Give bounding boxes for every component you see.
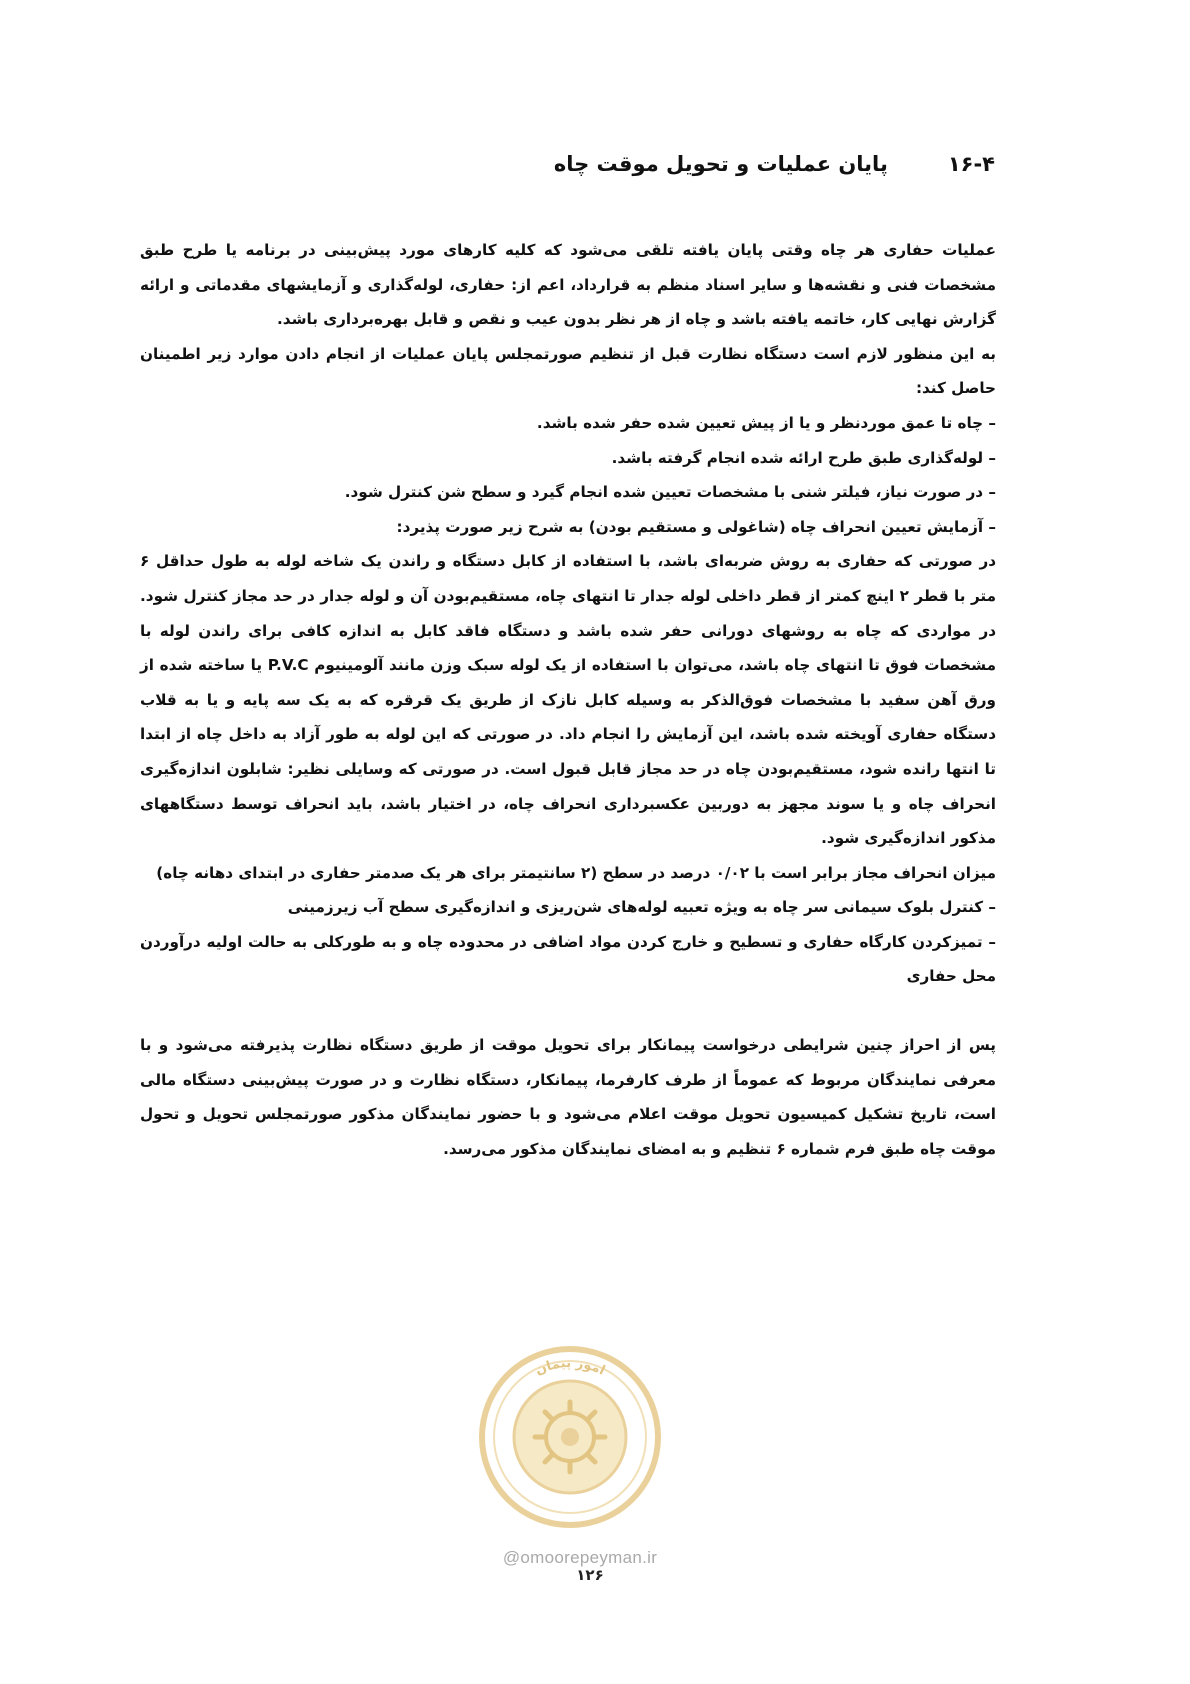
svg-text:امور پیمان: امور پیمان [533,1355,608,1379]
paragraph-allowed-deviation: میزان انحراف مجاز برابر است با ۰/۰۲ درصد در سطح (۲ سانتیمتر برای هر یک صدمتر حفاری در ابتدای دهانه چاه) [156,863,996,882]
bullet-cement-block: – کنترل بلوک سیمانی سر چاه به ویژه تعبیه لوله‌های شن‌ریزی و اندازه‌گیری سطح آب زیرزمینی [287,898,996,917]
section-title: پایان عملیات و تحویل موقت چاه [553,152,888,176]
section-heading [235,148,995,180]
section-number: ۱۶-۴ [947,152,995,176]
paragraph-requirements: به این منظور لازم است دستگاه نظارت قبل از تنظیم صورتمجلس پایان عملیات از انجام دادن موارد زیر اطمینان حاصل کند: [140,344,996,398]
bullet-gravel-filter: – در صورت نیاز، فیلتر شنی با مشخصات تعیین شده انجام گیرد و سطح شن کنترل شود. [344,483,996,502]
paragraph-temporary-delivery: پس از احراز چنین شرایطی درخواست پیمانکار برای تحویل موقت از طریق دستگاه نظارت پذیرفته می‌شود و با معرفی نمایندگان مربوط که عموماً از طرف کارفرما، پیمانکار، دستگاه نظارت و در صورت پیش‌بینی دستگاه مالی است، تاریخ تشکیل کمیسیون تحویل موقت اعلام می‌شود و با حضور نمایندگان مذکور صورتمجلس تحویل و تحول موقت چاه طبق فرم شماره ۶ تنظیم و به امضای نمایندگان مذکور می‌رسد. [140,1036,996,1158]
bullet-site-cleanup: – تمیزکردن کارگاه حفاری و تسطیح و خارج کردن مواد اضافی در محدوده چاه و به طورکلی به حالت اولیه درآوردن محل حفاری [140,932,996,986]
paragraph-intro: عملیات حفاری هر چاه وقتی پایان یافته تلقی می‌شود که کلیه کارهای مورد پیش‌بینی در برنامه یا طرح طبق مشخصات فنی و نقشه‌ها و سایر اسناد منظم به قرارداد، اعم از: حفاری، لوله‌گذاری و آزمایشهای مقدماتی و ارائه گزارش نهایی کار، خاتمه یافته باشد و چاه از هر نظر بدون عیب و نقص و قابل بهره‌برداری باشد. [140,241,996,329]
watermark-site-text: @omoorepeyman.ir [502,1548,658,1567]
body-text [140,233,996,1166]
bullet-deviation-test: – آزمایش تعیین انحراف چاه (شاغولی و مستقیم بودن) به شرح زیر صورت پذیرد: [396,517,996,536]
watermark-seal-icon [477,1344,663,1530]
bullet-depth: – چاه تا عمق موردنظر و یا از پیش تعیین شده حفر شده باشد. [536,413,996,432]
paragraph-deviation-method: در صورتی که حفاری به روش ضربه‌ای باشد، با استفاده از کابل دستگاه و راندن یک شاخه لوله به طول حداقل ۶ متر با قطر ۲ اینچ کمتر از قطر داخلی لوله جدار تا انتهای چاه، مستقیم‌بودن آن و لوله جدار در حد مجاز کنترل شود. در مواردی که چاه به روشهای دورانی حفر شده باشد و دستگاه فاقد کابل به اندازه کافی برای راندن لوله با مشخصات فوق تا انتهای چاه باشد، می‌توان با استفاده از یک لوله سبک وزن مانند آلومینیوم P.V.C یا ساخته شده از ورق آهن سفید با مشخصات فوق‌الذکر به وسیله کابل نازک از طریق یک قرقره که به یک سه پایه و یا به قلاب دستگاه حفاری آویخته شده باشد، این آزمایش را انجام داد. در صورتی که این لوله به طور آزاد به داخل چاه از ابتدا تا انتها رانده شود، مستقیم‌بودن چاه در حد مجاز قابل قبول است. در صورتی که وسایلی نظیر: شابلون اندازه‌گیری انحراف چاه و یا سوند مجهز به دوربین عکسبرداری انحراف چاه، در اختیار باشد، باید انحراف توسط دستگاههای مذکور اندازه‌گیری شود. [140,552,996,848]
page-number: ۱۲۶ [576,1566,604,1584]
bullet-casing: – لوله‌گذاری طبق طرح ارائه شده انجام گرفته باشد. [611,448,996,467]
